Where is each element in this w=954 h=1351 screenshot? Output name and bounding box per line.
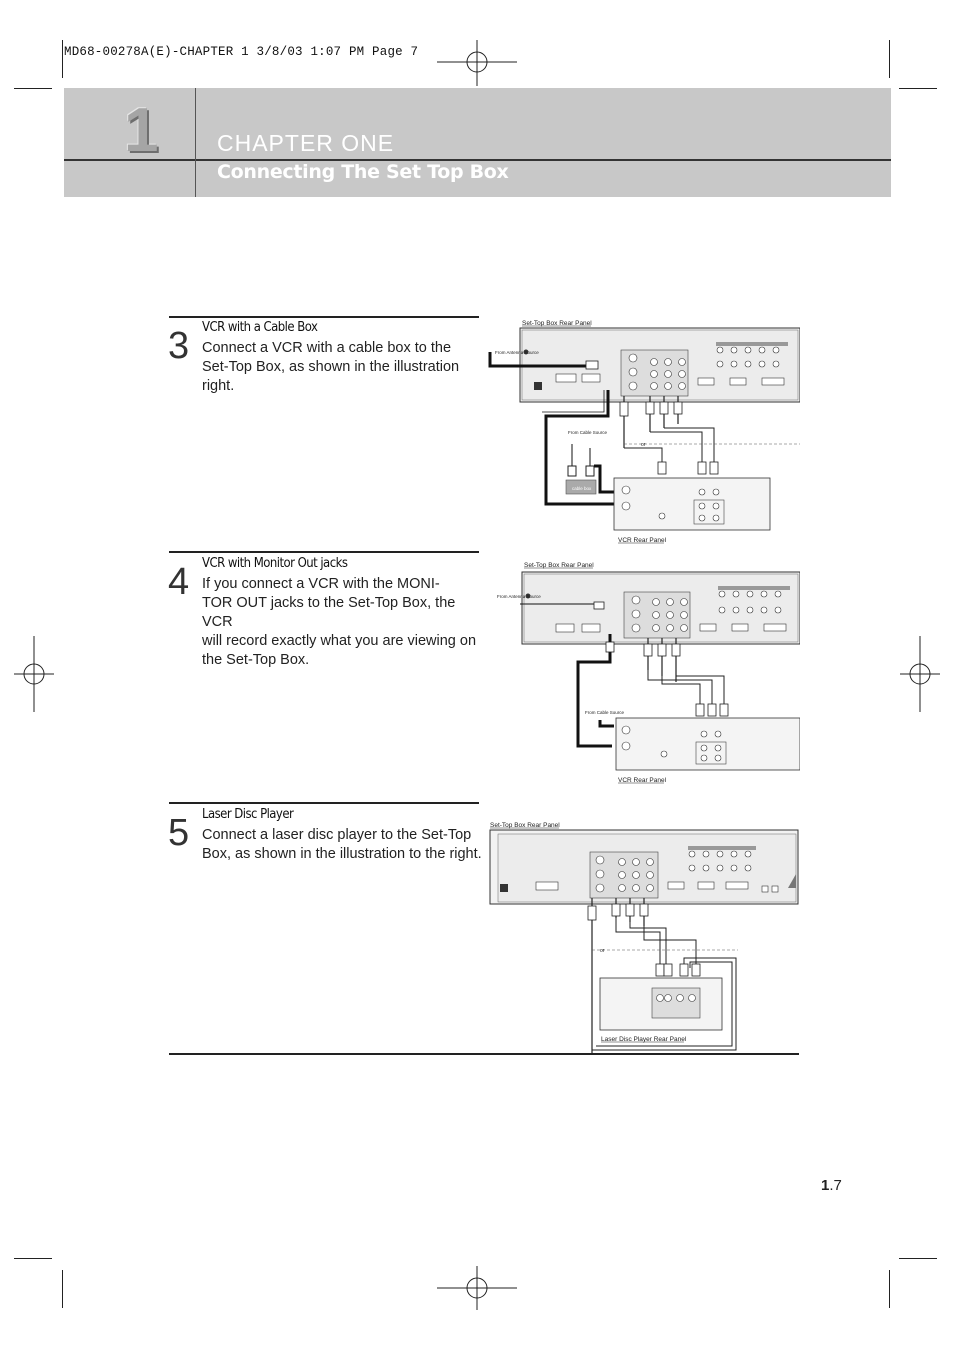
section-rule — [169, 1053, 799, 1055]
section-rule — [169, 316, 479, 318]
crop-mark — [899, 1258, 937, 1259]
step-title: VCR with Monitor Out jacks — [202, 556, 348, 571]
page-number-chapter: 1 — [821, 1177, 830, 1194]
callout-or: or — [641, 442, 646, 448]
registration-mark-icon — [437, 40, 517, 86]
crop-mark — [14, 1258, 52, 1259]
callout-antenna: From Antenna Source — [495, 350, 539, 355]
step-title: Laser Disc Player — [202, 807, 294, 822]
callout-cable-source: From Cable Source — [568, 430, 608, 435]
crop-mark — [889, 40, 890, 78]
registration-mark-icon — [900, 636, 940, 712]
vcr-monitor-out-diagram — [490, 558, 800, 788]
crop-mark — [14, 88, 52, 89]
step-number: 3 — [168, 325, 190, 367]
crop-mark — [889, 1270, 890, 1308]
section-rule — [169, 802, 479, 804]
diagram-bottom-label: Laser Disc Player Rear Panel — [601, 1036, 687, 1043]
callout-antenna: From Antenna Source — [497, 594, 541, 599]
vcr-cable-box-diagram — [486, 316, 800, 548]
step-number: 4 — [168, 561, 190, 603]
registration-mark-icon — [14, 636, 54, 712]
registration-mark-icon — [437, 1266, 517, 1310]
diagram-top-label: Set-Top Box Rear Panel — [490, 822, 560, 829]
header-divider — [195, 88, 196, 197]
section-rule — [169, 551, 479, 553]
callout-cable-box: cable box — [572, 486, 592, 491]
callout-cable-source: From Cable Source — [585, 710, 625, 715]
print-slug: MD68-00278A(E)-CHAPTER 1 3/8/03 1:07 PM Page 7 — [64, 45, 419, 59]
step-body: Connect a laser disc player to the Set-Top Box, as shown in the illustration to the right. — [202, 827, 482, 862]
diagram-bottom-label: VCR Rear Panel — [618, 537, 667, 544]
page-number — [821, 1177, 842, 1194]
callout-or: or — [600, 948, 605, 954]
crop-mark — [899, 88, 937, 89]
diagram-top-label: Set-Top Box Rear Panel — [524, 562, 594, 569]
diagram-top-label: Set-Top Box Rear Panel — [522, 320, 592, 327]
page-title: Connecting The Set Top Box — [217, 161, 509, 183]
diagram-bottom-label: VCR Rear Panel — [618, 777, 667, 784]
step-title: VCR with a Cable Box — [202, 320, 318, 335]
chapter-label: CHAPTER ONE — [217, 130, 395, 156]
step-body: Connect a VCR with a cable box to the Set-Top Box, as shown in the illustration right. — [202, 340, 460, 394]
page-number-page: .7 — [829, 1177, 842, 1194]
laser-disc-player-diagram — [488, 818, 800, 1054]
crop-mark — [62, 40, 63, 78]
crop-mark — [62, 1270, 63, 1308]
step-body: If you connect a VCR with the MONI- TOR OUT jacks to the Set-Top Box, the VCR will record exactly what you are viewing on the Set-Top Box. — [202, 576, 477, 668]
chapter-number: 1 — [124, 96, 159, 165]
step-number: 5 — [168, 812, 190, 854]
